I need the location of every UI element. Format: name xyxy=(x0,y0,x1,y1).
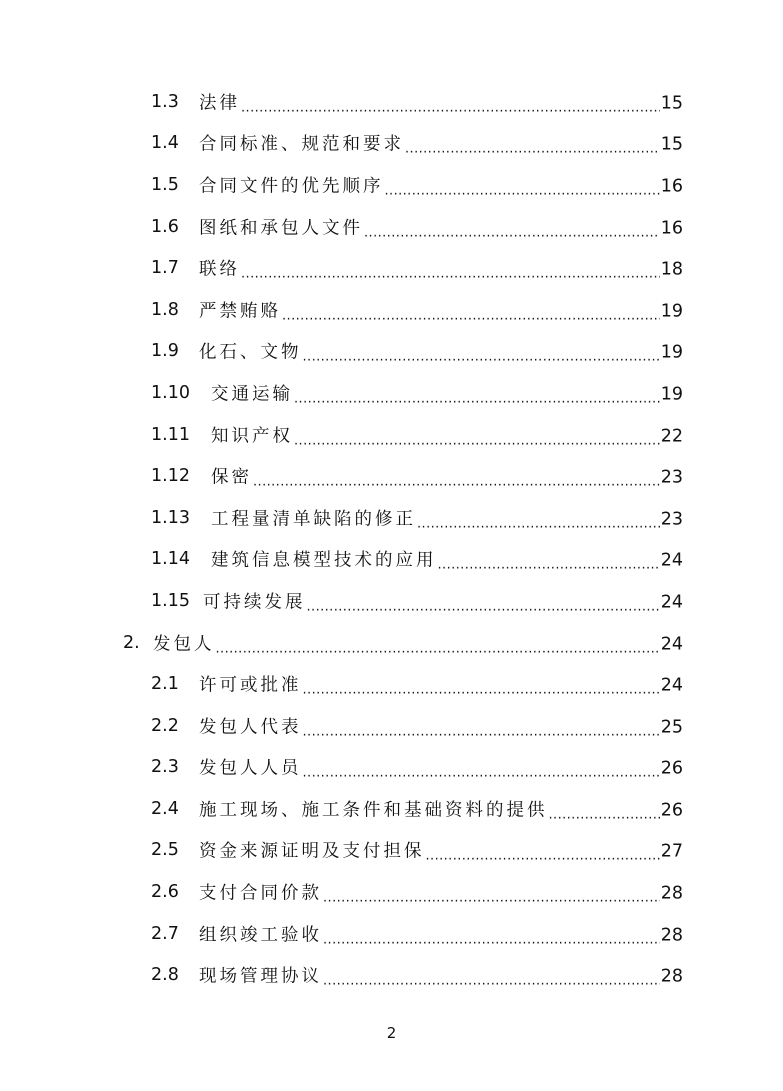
toc-entry-line xyxy=(203,588,683,613)
dot-leader xyxy=(294,387,660,407)
toc-entry-page: 28 xyxy=(660,966,683,987)
toc-entry-page: 28 xyxy=(660,883,683,904)
toc-entry-title: 合同文件的优先顺序 xyxy=(199,176,384,197)
toc-entry-title: 化石、文物 xyxy=(199,342,302,363)
toc-entry-2[interactable] xyxy=(0,622,783,664)
toc-entry-title: 图纸和承包人文件 xyxy=(199,218,363,239)
toc-entry-title: 合同标准、规范和要求 xyxy=(199,134,404,155)
toc-entry-title: 组织竣工验收 xyxy=(199,925,322,946)
toc-entry-page: 16 xyxy=(660,218,683,239)
dot-leader xyxy=(364,221,660,241)
toc-entry-line xyxy=(199,880,683,905)
toc-entry-number: 1.5 xyxy=(151,174,179,195)
toc-entry-line xyxy=(211,505,683,530)
toc-entry-page: 24 xyxy=(660,675,683,696)
dot-leader xyxy=(294,429,660,449)
toc-entry-1-7[interactable] xyxy=(0,247,783,289)
toc-entry-1-6[interactable] xyxy=(0,206,783,248)
toc-entry-title: 发包人人员 xyxy=(199,758,302,779)
toc-entry-line xyxy=(199,838,683,863)
toc-entry-number: 1.6 xyxy=(151,216,179,237)
toc-entry-number: 2.2 xyxy=(151,715,179,736)
toc-entry-1-3[interactable] xyxy=(0,81,783,123)
toc-entry-number: 1.14 xyxy=(151,549,190,570)
toc-entry-line xyxy=(199,339,683,364)
toc-entry-title: 发包人代表 xyxy=(199,717,302,738)
toc-entry-2-2[interactable] xyxy=(0,705,783,747)
dot-leader xyxy=(549,803,660,823)
toc-entry-number: 1.11 xyxy=(151,424,190,445)
toc-entry-number: 1.12 xyxy=(151,466,190,487)
toc-entry-page: 26 xyxy=(660,800,683,821)
toc-entry-page: 18 xyxy=(660,259,683,280)
toc-entry-title: 许可或批准 xyxy=(199,675,302,696)
toc-entry-number: 1.13 xyxy=(151,507,190,528)
dot-leader xyxy=(307,595,660,615)
dot-leader xyxy=(405,138,660,158)
dot-leader xyxy=(385,179,660,199)
toc-entry-title: 建筑信息模型技术的应用 xyxy=(211,550,437,571)
toc-entry-line xyxy=(199,796,683,821)
toc-entry-number: 1.3 xyxy=(151,91,179,112)
toc-entry-number: 1.9 xyxy=(151,341,179,362)
dot-leader xyxy=(323,928,660,948)
toc-entry-2-8[interactable] xyxy=(0,954,783,996)
toc-entry-2-4[interactable] xyxy=(0,788,783,830)
toc-entry-page: 19 xyxy=(660,301,683,322)
toc-entry-page: 15 xyxy=(660,134,683,155)
toc-entry-1-15[interactable] xyxy=(0,580,783,622)
dot-leader xyxy=(282,304,660,324)
dot-leader xyxy=(216,637,660,657)
toc-entry-page: 28 xyxy=(660,925,683,946)
dot-leader xyxy=(438,554,660,574)
toc-entry-page: 22 xyxy=(660,426,683,447)
toc-entry-page: 26 xyxy=(660,758,683,779)
toc-entry-2-3[interactable] xyxy=(0,747,783,789)
toc-entry-page: 24 xyxy=(660,592,683,613)
toc-entry-title: 知识产权 xyxy=(211,426,293,447)
toc-entry-title: 联络 xyxy=(199,259,240,280)
toc-entry-1-13[interactable] xyxy=(0,497,783,539)
toc-entry-title: 发包人 xyxy=(153,634,215,655)
toc-entry-number: 2.4 xyxy=(151,798,179,819)
toc-entry-page: 15 xyxy=(660,93,683,114)
dot-leader xyxy=(323,887,660,907)
toc-entry-title: 交通运输 xyxy=(211,384,293,405)
toc-entry-title: 保密 xyxy=(211,467,252,488)
dot-leader xyxy=(426,845,660,865)
toc-entry-1-12[interactable] xyxy=(0,455,783,497)
toc-entry-1-4[interactable] xyxy=(0,123,783,165)
dot-leader xyxy=(253,471,660,491)
toc-entry-page: 19 xyxy=(660,384,683,405)
dot-leader xyxy=(303,346,660,366)
toc-entry-title: 支付合同价款 xyxy=(199,883,322,904)
toc-entry-line xyxy=(199,755,683,780)
dot-leader xyxy=(303,720,660,740)
dot-leader xyxy=(303,762,660,782)
page-number: 2 xyxy=(386,1024,397,1042)
toc-entry-line xyxy=(199,921,683,946)
toc-entry-line xyxy=(211,464,683,489)
dot-leader xyxy=(241,96,660,116)
toc-entry-number: 2.5 xyxy=(151,840,179,861)
toc-entry-line xyxy=(199,713,683,738)
toc-entry-1-11[interactable] xyxy=(0,414,783,456)
toc-entry-line xyxy=(199,672,683,697)
toc-entry-line xyxy=(153,630,683,655)
toc-entry-title: 现场管理协议 xyxy=(199,966,322,987)
toc-entry-line xyxy=(199,256,683,281)
toc-entry-number: 2.7 xyxy=(151,923,179,944)
toc-entry-number: 1.7 xyxy=(151,258,179,279)
toc-entry-number: 2.8 xyxy=(151,965,179,986)
toc-entry-page: 24 xyxy=(660,550,683,571)
toc-entry-line xyxy=(199,214,683,239)
toc-entry-line xyxy=(211,547,683,572)
toc-entry-2-1[interactable] xyxy=(0,663,783,705)
toc-entry-page: 25 xyxy=(660,717,683,738)
toc-entry-title: 施工现场、施工条件和基础资料的提供 xyxy=(199,800,548,821)
toc-entry-number: 1.8 xyxy=(151,299,179,320)
toc-entry-number: 2. xyxy=(123,632,140,653)
toc-entry-title: 严禁贿赂 xyxy=(199,301,281,322)
toc-entry-line xyxy=(211,380,683,405)
toc-entry-number: 1.4 xyxy=(151,133,179,154)
toc-entry-number: 1.15 xyxy=(151,590,190,611)
dot-leader xyxy=(241,263,660,283)
toc-entry-page: 24 xyxy=(660,634,683,655)
dot-leader xyxy=(323,970,660,990)
toc-entry-page: 16 xyxy=(660,176,683,197)
toc-entry-1-8[interactable] xyxy=(0,289,783,331)
toc-entry-number: 1.10 xyxy=(151,382,190,403)
toc-entry-title: 工程量清单缺陷的修正 xyxy=(211,509,416,530)
toc-entry-1-5[interactable] xyxy=(0,164,783,206)
toc-entry-line xyxy=(211,422,683,447)
toc-entry-2-5[interactable] xyxy=(0,830,783,872)
toc-entry-1-9[interactable] xyxy=(0,331,783,373)
toc-entry-title: 可持续发展 xyxy=(203,592,306,613)
toc-entry-2-7[interactable] xyxy=(0,913,783,955)
dot-leader xyxy=(417,512,660,532)
toc-entry-line xyxy=(199,172,683,197)
toc-entry-line xyxy=(199,963,683,988)
toc-entry-line xyxy=(199,297,683,322)
toc-entry-number: 2.1 xyxy=(151,674,179,695)
toc-entry-title: 法律 xyxy=(199,93,240,114)
toc-entry-page: 27 xyxy=(660,841,683,862)
toc-entry-number: 2.6 xyxy=(151,882,179,903)
toc-entry-number: 2.3 xyxy=(151,757,179,778)
toc-entry-line xyxy=(199,131,683,156)
dot-leader xyxy=(303,679,660,699)
toc-entry-page: 23 xyxy=(660,467,683,488)
table-of-contents xyxy=(0,81,783,996)
toc-entry-page: 19 xyxy=(660,342,683,363)
toc-entry-2-6[interactable] xyxy=(0,871,783,913)
toc-entry-1-10[interactable] xyxy=(0,372,783,414)
toc-entry-1-14[interactable] xyxy=(0,539,783,581)
toc-entry-line xyxy=(199,89,683,114)
toc-entry-page: 23 xyxy=(660,509,683,530)
toc-entry-title: 资金来源证明及支付担保 xyxy=(199,841,425,862)
